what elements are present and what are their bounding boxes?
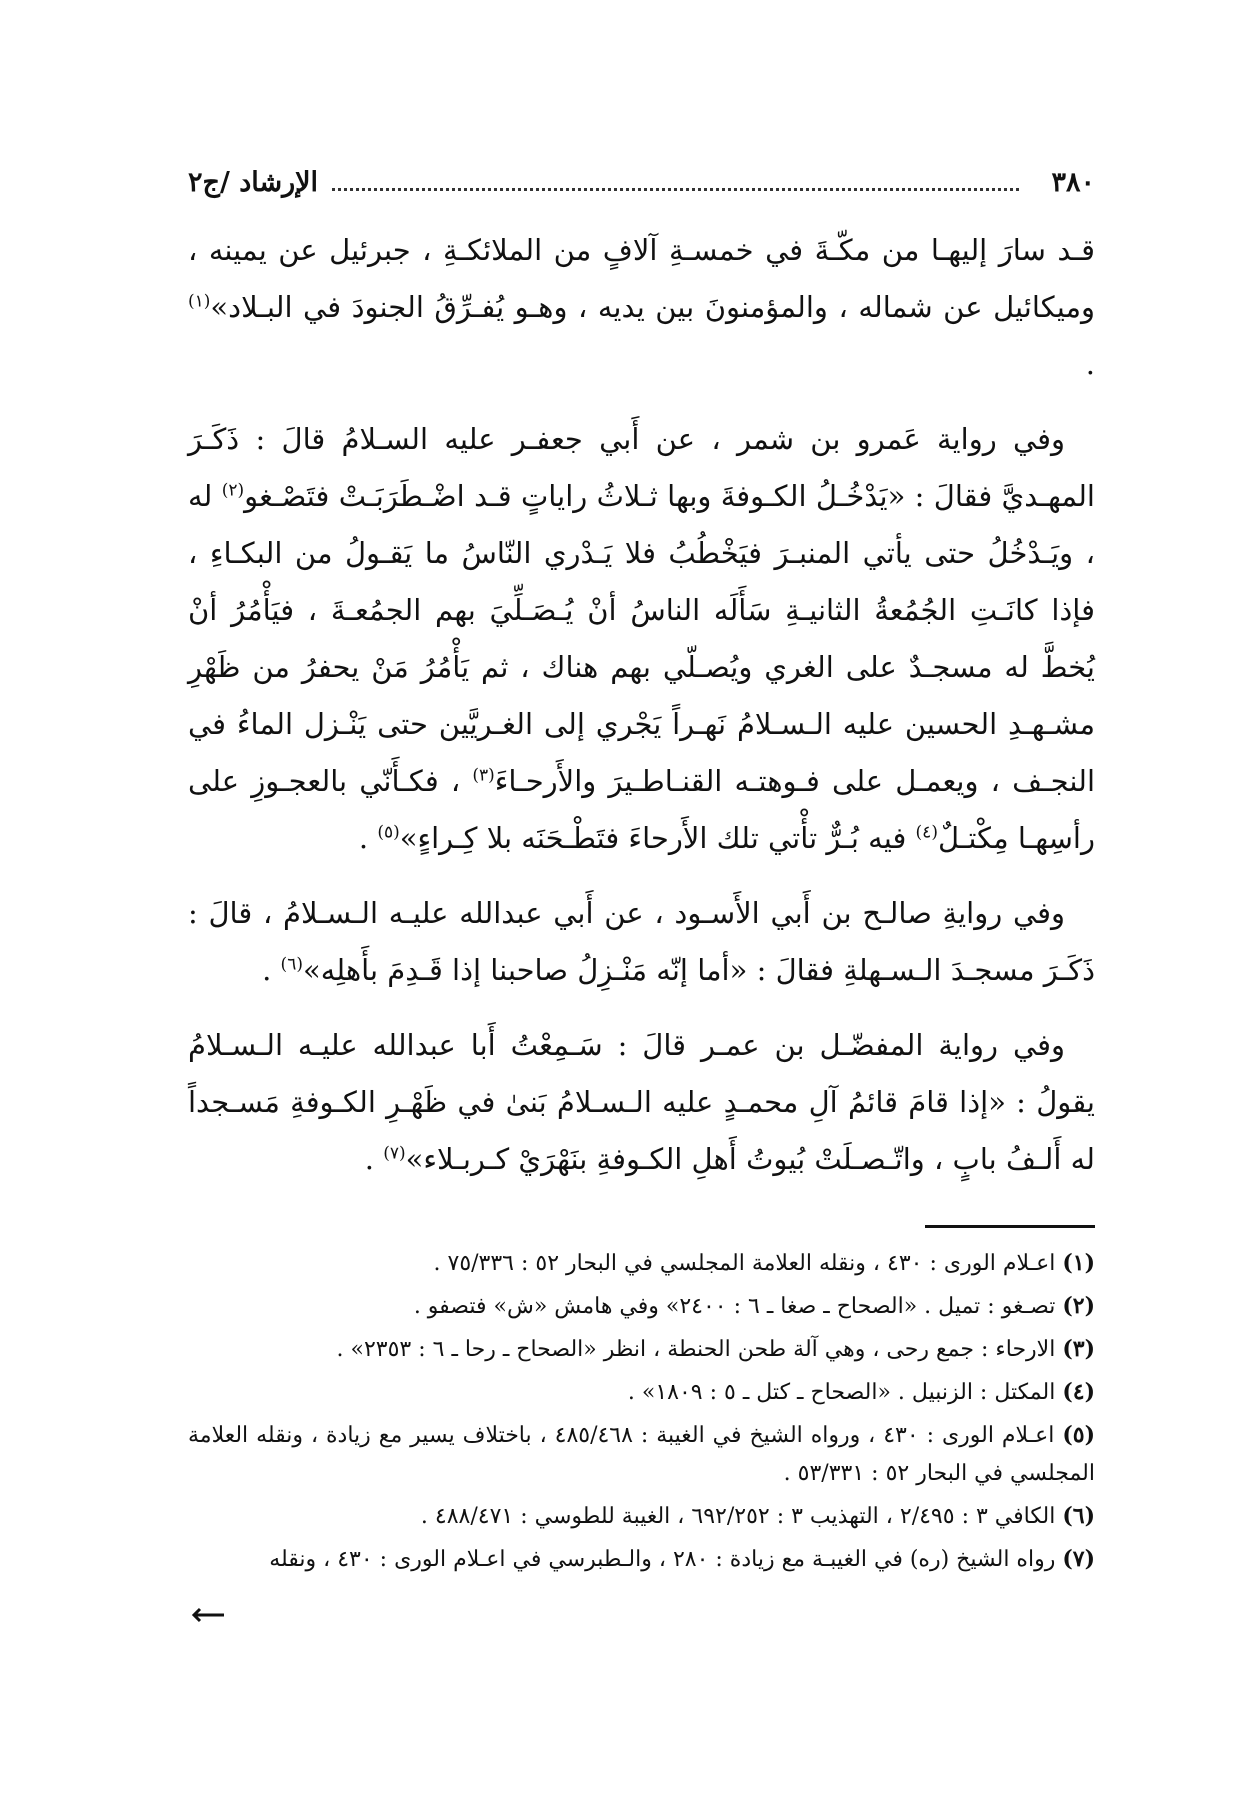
footnote-ref: (٦)	[280, 954, 303, 975]
footnote-ref: (٤)	[915, 822, 938, 843]
main-text	[188, 222, 1095, 1188]
footnote: (٣) الارحاء : جمع رحى ، وهي آلة طحن الحنطة ، انظر «الصحاح ـ رحا ـ ٦ : ٢٣٥٣» .	[336, 1336, 1095, 1362]
continuation-arrow-icon	[188, 1607, 228, 1623]
footnote-ref: (٣)	[472, 765, 495, 786]
footnote-ref: (٧)	[383, 1143, 406, 1164]
footnote: (٥) اعـلام الورى : ٤٣٠ ، ورواه الشيخ في الغيبة : ٤٨٥/٤٦٨ ، باختلاف يسير مع زيادة ، ونقله العلامة المجلسي في البحار ٥٢ : ٥٣/٣٣١ .	[188, 1422, 1095, 1486]
footnote: (٦) الكافي ٣ : ٢/٤٩٥ ، التهذيب ٣ : ٦٩٢/٢٥٢ ، الغيبة للطوسي : ٤٨٨/٤٧١ .	[420, 1503, 1095, 1529]
footnote-ref: (١)	[188, 291, 211, 312]
footnote: (٧) رواه الشيخ (ره) في الغيبـة مع زيادة : ٢٨٠ ، والـطبرسي في اعـلام الورى : ٤٣٠ ، ونقله	[269, 1546, 1095, 1572]
paragraph: وفي رواية عَمرو بن شمر ، عن أَبي جعفـر عليه السـلامُ قالَ : ذَكَـرَ المهـديَّ فقالَ : «يَدْخُـلُ الكـوفةَ وبها ثـلاثُ راياتٍ قـد اضْـطَرَبَـتْ فتَصْـغو$^{(٢)}$ له ، ويَـدْخُلُ حتى يأتي المنبـرَ فيَخْطُبُ فلا يَـدْري النّاسُ ما يَقـولُ من البكـاءِ ، فإذا كانَـتِ الجُمُعةُ الثانيـةِ سَأَلَه الناسُ أنْ يُـصَـلِّيَ بهم الجمُعـةَ ، فيَأْمُرُ أنْ يُخطَّ له مسجـدٌ على الغري ويُصـلّي بهم هناك ، ثم يَأْمُرُ مَنْ يحفرُ من ظَهْرِ مشـهـدِ الحسين عليه الـسـلامُ نَهـراً يَجْري إلى الغـريَّين حتى يَنْـزل الماءُ في النجـف ، ويعمـل على فـوهتـه القنـاطـيرَ والأَرحـاءَ$^{(٣)}$ ، فكـأَنّي بالعجـوزِ على رأسِهـا مِكْتـلٌ$^{(٤)}$ فيه بُـرٌّ تأْتي تلك الأَرحاءَ فتَطْـحَنَه بلا كِـراءٍ»$^{(٥)}$ .	[188, 422, 1095, 855]
page-header	[188, 162, 1095, 202]
page-number: ٣٨٠	[1051, 166, 1095, 198]
footnote-ref: (٢)	[221, 480, 245, 501]
footnote-separator	[925, 1225, 1095, 1228]
paragraph: وفي رواية المفضّـل بن عمـر قالَ : سَـمِعْتُ أَبا عبدالله عليـه الـسـلامُ يقولُ : «إذا قامَ قائمُ آلِ محمـدٍ عليه الـسـلامُ بَنىٰ في ظَهْـرِ الكـوفةِ مَسـجداً له أَلـفُ بابٍ ، واتّـصـلَتْ بُيوتُ أَهلِ الكـوفةِ بنَهْرَيْ كـربـلاء»$^{(٧)}$ .	[188, 1028, 1095, 1176]
paragraph: وفي روايةِ صالـح بن أَبي الأَسـود ، عن أَبي عبدالله عليـه الـسـلامُ ، قالَ : ذَكَـرَ مسجـدَ الـسـهلةِ فقالَ : «أما إنّه مَنْـزِلُ صاحبنا إذا قَـدِمَ بأَهلِه»$^{(٦)}$ .	[188, 896, 1095, 987]
running-title: الإرشاد /ج٢	[188, 166, 319, 198]
header-leader-dots	[332, 174, 1019, 191]
paragraph: قـد سارَ إليهـا من مكّـةَ في خمسـةِ آلافٍ من الملائكـةِ ، جبرئيل عن يمينه ، وميكائيل عن شماله ، والمؤمنونَ بين يديه ، وهـو يُفـرِّقُ الجنودَ في البـلاد»$^{(١)}$ .	[188, 233, 1095, 381]
footnote: (٤) المكتل : الزنبيل . «الصحاح ـ كتل ـ ٥ : ١٨٠٩» .	[627, 1379, 1095, 1405]
footnote: (٢) تصـغو : تميل . «الصحاح ـ صغا ـ ٦ : ٢٤٠٠» وفي هامش «ش» فتصفو .	[413, 1293, 1095, 1319]
footnote-ref: (٥)	[377, 822, 400, 843]
footnote: (١) اعـلام الورى : ٤٣٠ ، ونقله العلامة المجلسي في البحار ٥٢ : ٧٥/٣٣٦ .	[433, 1250, 1095, 1276]
footnotes	[188, 1240, 1095, 1583]
